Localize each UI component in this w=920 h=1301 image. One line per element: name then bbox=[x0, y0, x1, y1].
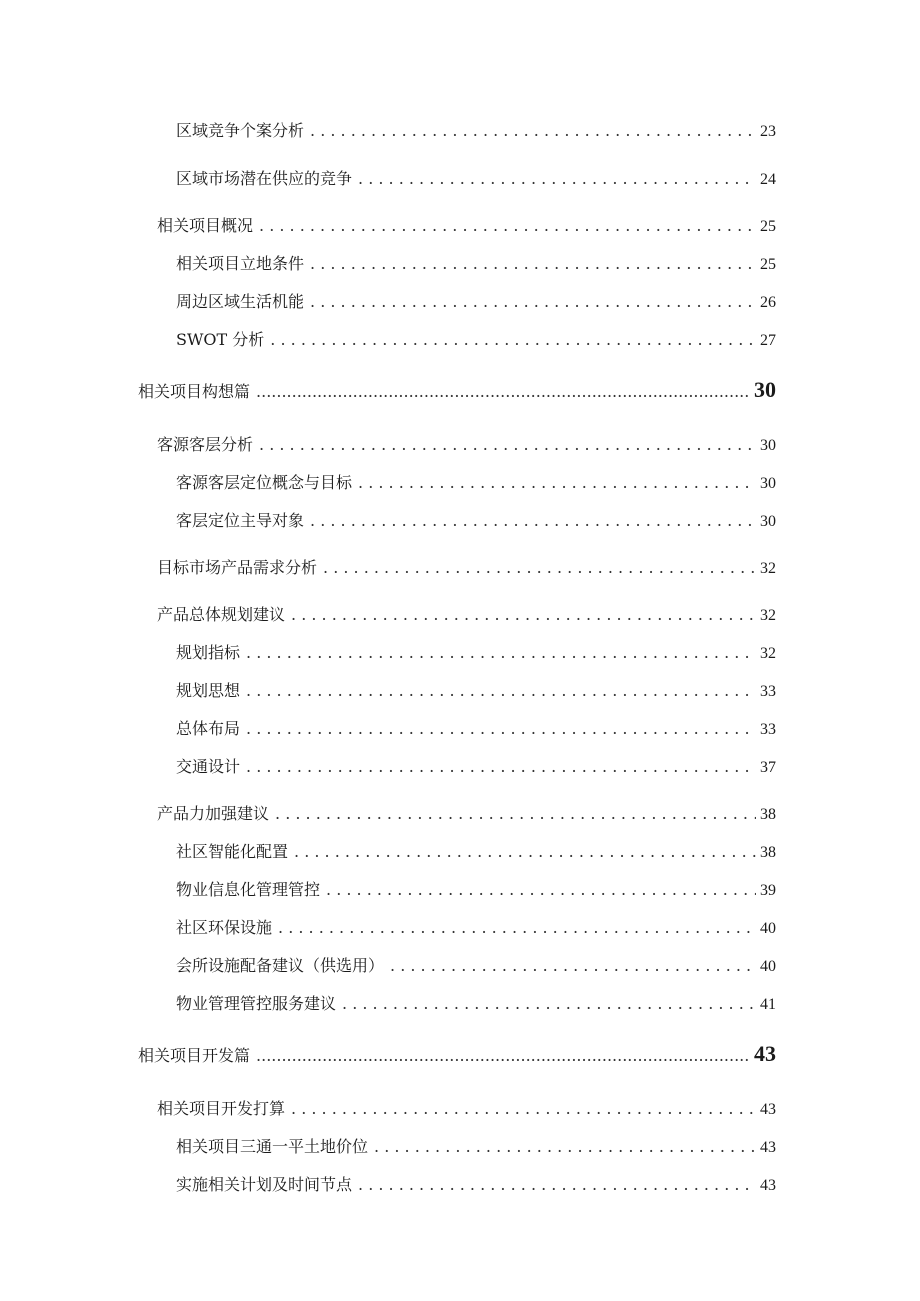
toc-dot-leader bbox=[358, 473, 756, 492]
toc-entry[interactable] bbox=[176, 470, 776, 493]
toc-entry-title: 产品力加强建议 bbox=[157, 804, 270, 823]
toc-dot-leader bbox=[310, 511, 756, 530]
toc-page-number: 40 bbox=[760, 958, 776, 975]
toc-entry[interactable] bbox=[176, 327, 776, 350]
toc-entry[interactable] bbox=[176, 754, 776, 777]
toc-page-number: 43 bbox=[760, 1101, 776, 1118]
toc-entry[interactable] bbox=[176, 991, 776, 1014]
toc-dot-leader bbox=[259, 216, 756, 235]
toc-dot-leader bbox=[246, 757, 756, 776]
toc-dot-leader bbox=[256, 382, 750, 401]
toc-page-number: 30 bbox=[760, 437, 776, 454]
toc-page-number: 32 bbox=[760, 560, 776, 577]
toc-chapter-entry[interactable] bbox=[138, 377, 776, 403]
toc-page-number: 37 bbox=[760, 759, 776, 776]
toc-page-number: 43 bbox=[760, 1139, 776, 1156]
toc-page-number: 43 bbox=[760, 1177, 776, 1194]
toc-dot-leader bbox=[246, 719, 756, 738]
toc-entry-title: 物业信息化管理管控 bbox=[176, 880, 321, 899]
toc-entry-title: 社区环保设施 bbox=[176, 918, 273, 937]
toc-dot-leader bbox=[310, 121, 756, 140]
toc-dot-leader bbox=[270, 330, 756, 349]
toc-entry[interactable] bbox=[157, 555, 776, 578]
toc-entry[interactable] bbox=[176, 640, 776, 663]
toc-entry-title: 总体布局 bbox=[176, 719, 241, 738]
toc-entry-title: 相关项目三通一平土地价位 bbox=[176, 1137, 369, 1156]
toc-entry-title: 客层定位主导对象 bbox=[176, 511, 305, 530]
toc-dot-leader bbox=[278, 918, 756, 937]
toc-entry-title: 相关项目构想篇 bbox=[138, 382, 251, 401]
toc-chapter-entry[interactable] bbox=[138, 1041, 776, 1067]
toc-entry-title: 区域竞争个案分析 bbox=[176, 121, 305, 140]
toc-entry[interactable] bbox=[176, 251, 776, 274]
toc-entry[interactable] bbox=[176, 166, 776, 189]
toc-entry-title: 相关项目开发打算 bbox=[157, 1099, 286, 1118]
toc-entry[interactable] bbox=[176, 877, 776, 900]
toc-page-number: 32 bbox=[760, 645, 776, 662]
toc-page-number: 39 bbox=[760, 882, 776, 899]
toc-dot-leader bbox=[246, 643, 756, 662]
toc-entry[interactable] bbox=[157, 801, 776, 824]
toc-page-number: 32 bbox=[760, 607, 776, 624]
toc-entry-title: 目标市场产品需求分析 bbox=[157, 558, 318, 577]
toc-page-number: 40 bbox=[760, 920, 776, 937]
toc-page-number: 30 bbox=[754, 377, 776, 402]
toc-entry[interactable] bbox=[157, 432, 776, 455]
toc-page-number: 24 bbox=[760, 171, 776, 188]
toc-entry[interactable] bbox=[176, 915, 776, 938]
toc-dot-leader bbox=[358, 169, 756, 188]
toc-entry[interactable] bbox=[176, 716, 776, 739]
toc-page-number: 30 bbox=[760, 475, 776, 492]
toc-dot-leader bbox=[259, 435, 756, 454]
toc-dot-leader bbox=[374, 1137, 756, 1156]
toc-page-number: 27 bbox=[760, 332, 776, 349]
toc-entry[interactable] bbox=[176, 508, 776, 531]
toc-page-number: 33 bbox=[760, 683, 776, 700]
toc-dot-leader bbox=[326, 880, 756, 899]
toc-page-number: 43 bbox=[754, 1041, 776, 1066]
toc-entry[interactable] bbox=[157, 213, 776, 236]
toc-entry-title: 交通设计 bbox=[176, 757, 241, 776]
toc-dot-leader bbox=[310, 292, 756, 311]
toc-entry[interactable] bbox=[157, 602, 776, 625]
toc-entry-title: 区域市场潜在供应的竞争 bbox=[176, 169, 353, 188]
toc-entry-title: SWOT 分析 bbox=[176, 330, 265, 349]
toc-entry[interactable] bbox=[176, 289, 776, 312]
toc-page-number: 38 bbox=[760, 806, 776, 823]
toc-page-number: 30 bbox=[760, 513, 776, 530]
toc-entry[interactable] bbox=[176, 1134, 776, 1157]
toc-entry[interactable] bbox=[157, 1096, 776, 1119]
toc-dot-leader bbox=[323, 558, 756, 577]
toc-page-number: 41 bbox=[760, 996, 776, 1013]
toc-page-number: 25 bbox=[760, 256, 776, 273]
toc-entry-title: 客源客层分析 bbox=[157, 435, 254, 454]
toc-dot-leader bbox=[275, 804, 756, 823]
toc-page-number: 23 bbox=[760, 123, 776, 140]
toc-page-number: 38 bbox=[760, 844, 776, 861]
toc-entry-title: 相关项目概况 bbox=[157, 216, 254, 235]
toc-dot-leader bbox=[246, 681, 756, 700]
toc-dot-leader bbox=[291, 605, 756, 624]
toc-entry-title: 会所设施配备建议（供选用） bbox=[176, 956, 385, 975]
toc-page-number: 26 bbox=[760, 294, 776, 311]
toc-entry[interactable] bbox=[176, 839, 776, 862]
toc-entry-title: 产品总体规划建议 bbox=[157, 605, 286, 624]
toc-dot-leader bbox=[342, 994, 756, 1013]
toc-entry-title: 实施相关计划及时间节点 bbox=[176, 1175, 353, 1194]
toc-dot-leader bbox=[310, 254, 756, 273]
toc-entry[interactable] bbox=[176, 678, 776, 701]
toc-entry[interactable] bbox=[176, 118, 776, 141]
toc-dot-leader bbox=[358, 1175, 756, 1194]
toc-dot-leader bbox=[291, 1099, 756, 1118]
toc-entry-title: 周边区域生活机能 bbox=[176, 292, 305, 311]
toc-entry-title: 相关项目开发篇 bbox=[138, 1046, 251, 1065]
toc-dot-leader bbox=[294, 842, 756, 861]
toc-entry[interactable] bbox=[176, 953, 776, 976]
toc-dot-leader bbox=[390, 956, 756, 975]
toc-page-number: 33 bbox=[760, 721, 776, 738]
toc-page-number: 25 bbox=[760, 218, 776, 235]
toc-entry-title: 相关项目立地条件 bbox=[176, 254, 305, 273]
toc-entry-title: 规划思想 bbox=[176, 681, 241, 700]
toc-entry-title: 规划指标 bbox=[176, 643, 241, 662]
toc-entry-title: 客源客层定位概念与目标 bbox=[176, 473, 353, 492]
toc-entry[interactable] bbox=[176, 1172, 776, 1195]
toc-entry-title: 社区智能化配置 bbox=[176, 842, 289, 861]
toc-dot-leader bbox=[256, 1046, 750, 1065]
toc-entry-title: 物业管理管控服务建议 bbox=[176, 994, 337, 1013]
